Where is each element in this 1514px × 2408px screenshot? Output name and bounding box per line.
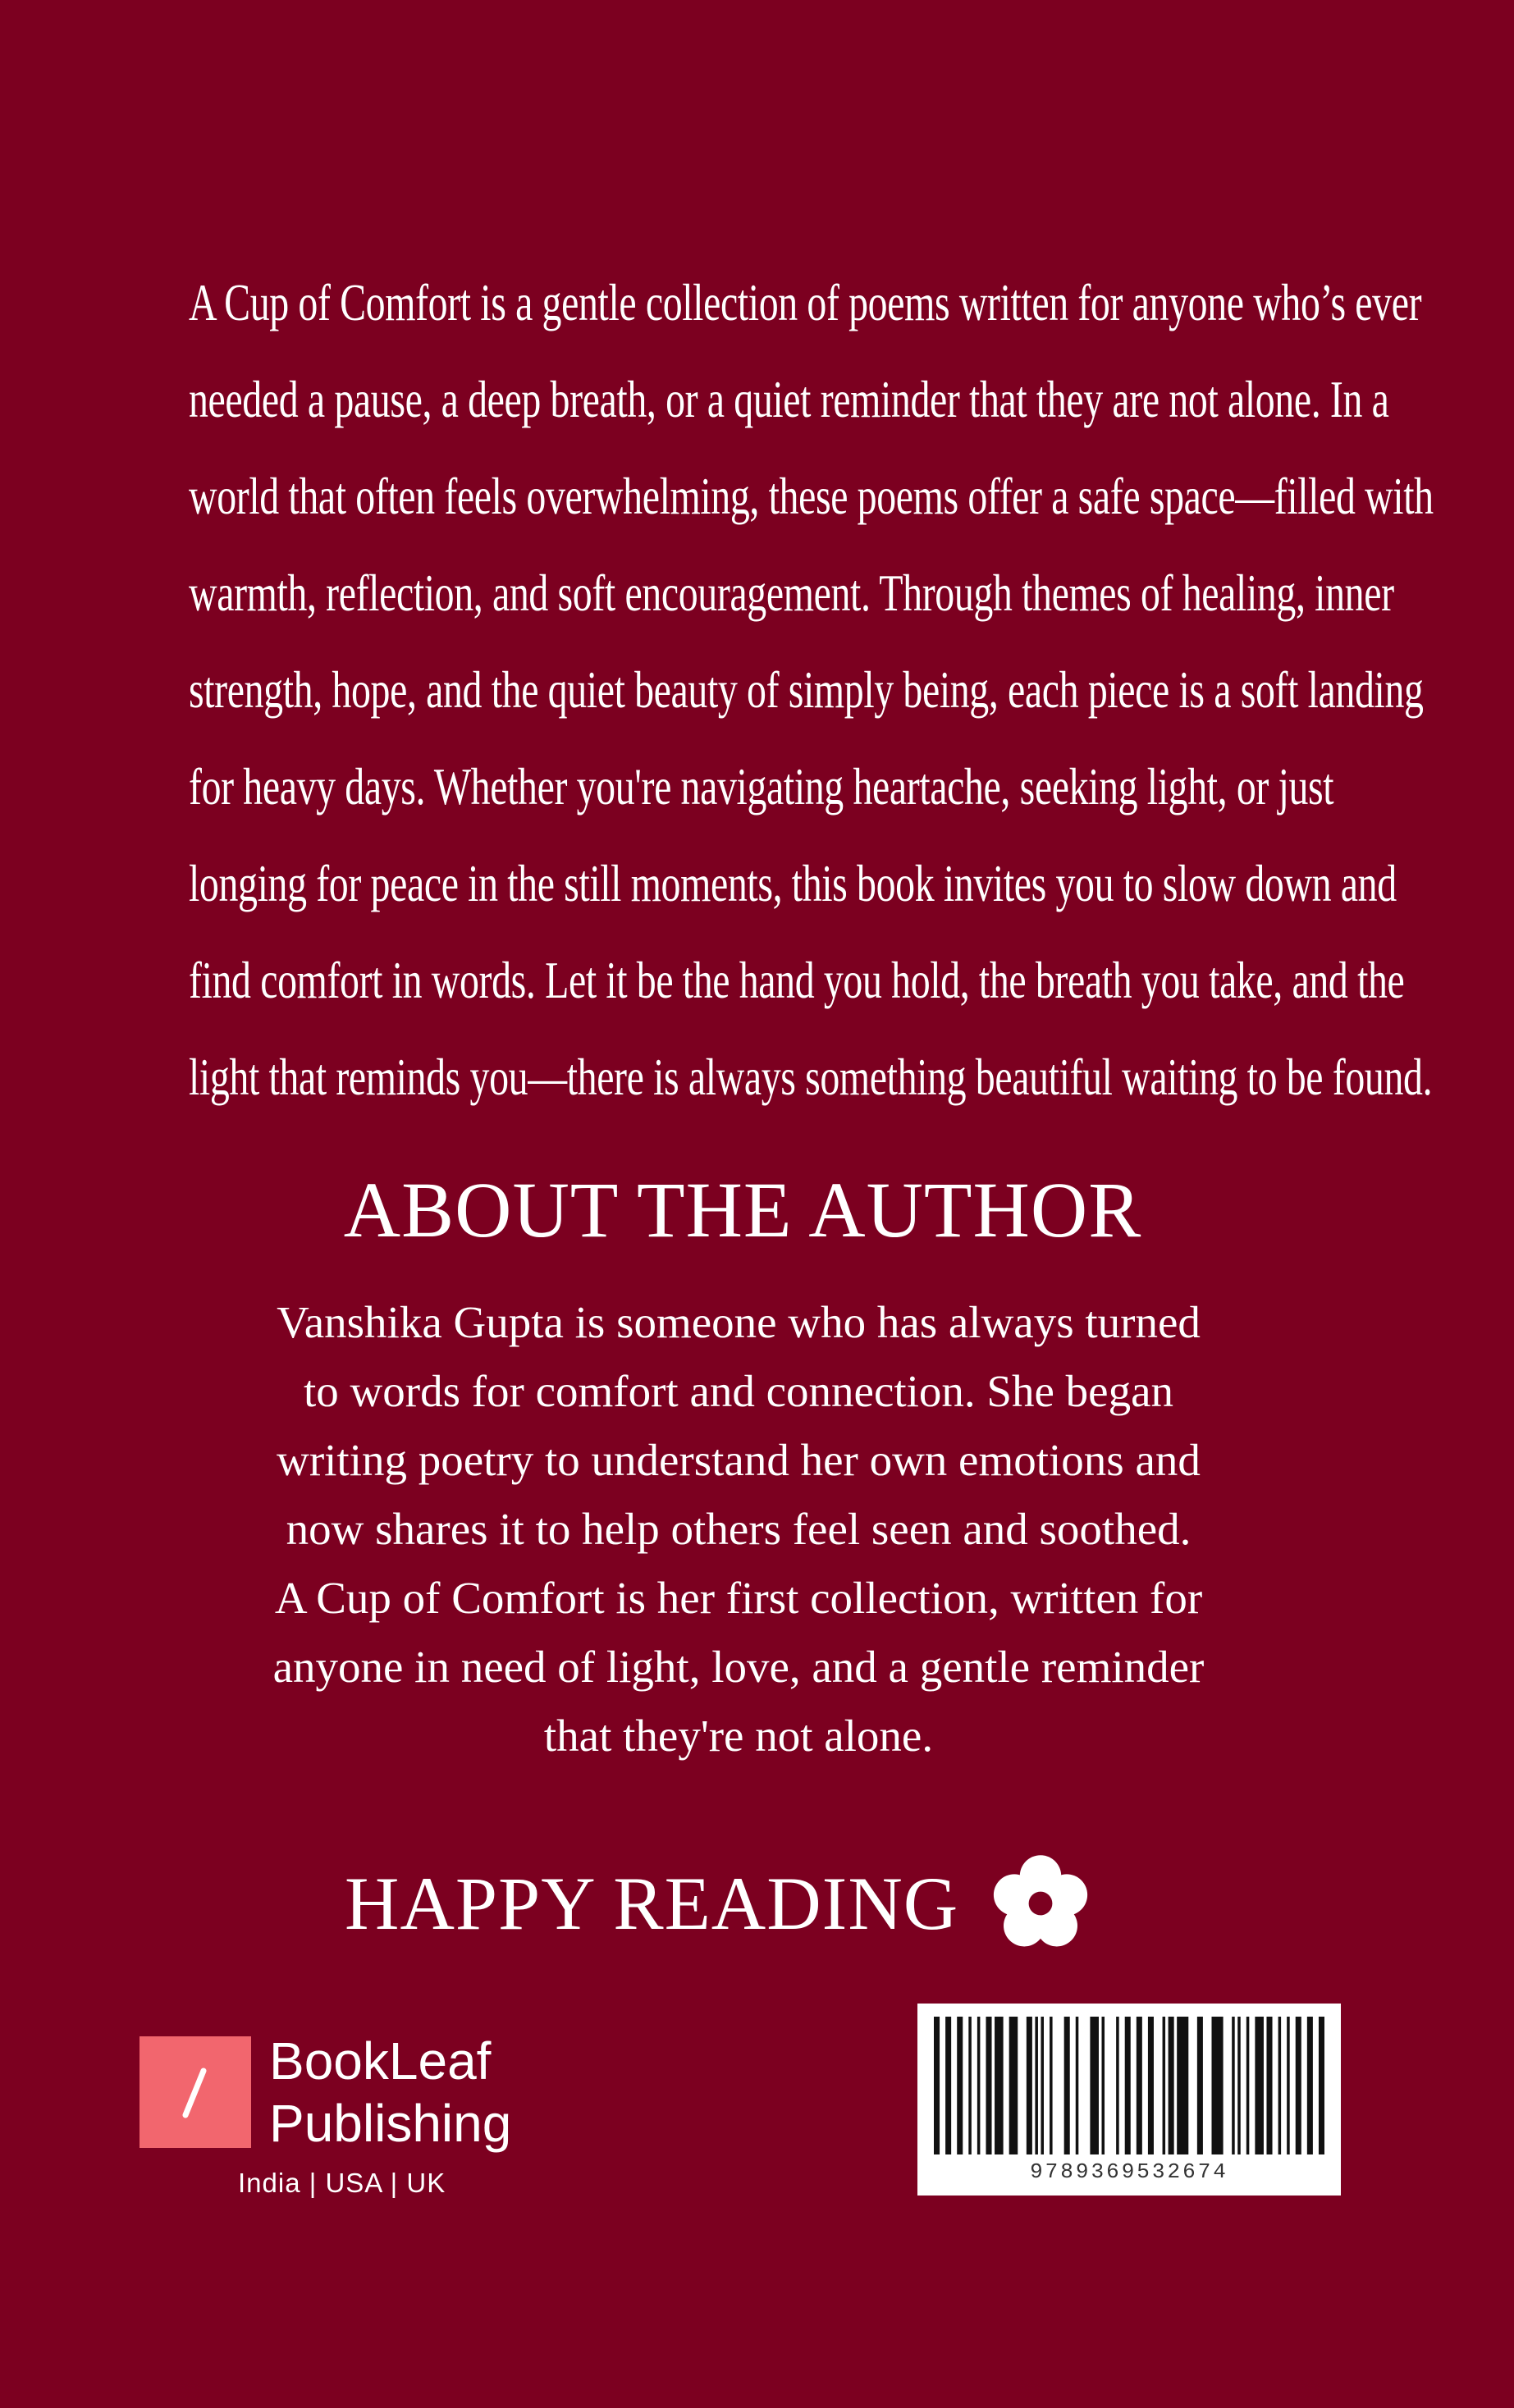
happy-reading xyxy=(345,1850,1090,1957)
publisher-name-line1: BookLeaf xyxy=(269,2031,492,2090)
description-line: longing for peace in the still moments, this book invites you to slow down and xyxy=(189,855,1397,912)
barcode-bar xyxy=(1296,2017,1301,2154)
barcode-bar xyxy=(1287,2017,1290,2154)
barcode-bar xyxy=(1009,2017,1018,2154)
barcode-bar xyxy=(1102,2017,1105,2154)
barcode-bar xyxy=(977,2017,981,2154)
bio-line: anyone in need of light, love, and a gentle reminder xyxy=(272,1642,1205,1692)
barcode-bar xyxy=(957,2017,963,2154)
description-line: A Cup of Comfort is a gentle collection of poems written for anyone who’s ever xyxy=(189,274,1422,331)
bio-line: to words for comfort and connection. She began xyxy=(304,1366,1173,1416)
barcode-bar xyxy=(1076,2017,1079,2154)
barcode-bar xyxy=(1211,2017,1223,2154)
description-line: strength, hope, and the quiet beauty of simply being, each piece is a soft landing xyxy=(189,661,1424,719)
description-line: light that reminds you—there is always something beautiful waiting to be found. xyxy=(189,1049,1433,1106)
barcode-bar xyxy=(1163,2017,1166,2154)
bio-line: writing poetry to understand her own emotions and xyxy=(277,1435,1201,1485)
barcode-bar xyxy=(1232,2017,1235,2154)
description-line: for heavy days. Whether you're navigating heartache, seeking light, or just xyxy=(189,758,1334,816)
barcode-bar xyxy=(1148,2017,1154,2154)
barcode-bar xyxy=(1307,2017,1313,2154)
barcode-bars xyxy=(934,2017,1324,2154)
barcode-bar xyxy=(1125,2017,1131,2154)
author-bio xyxy=(181,1288,1297,1771)
book-description xyxy=(189,254,1434,1126)
barcode-bar xyxy=(968,2017,972,2154)
description-line: needed a pause, a deep breath, or a quiet reminder that they are not alone. In a xyxy=(189,371,1389,428)
barcode-bar xyxy=(1090,2017,1099,2154)
barcode-bar xyxy=(1027,2017,1032,2154)
barcode-bar xyxy=(1266,2017,1272,2154)
barcode-bar xyxy=(1050,2017,1053,2154)
flower-icon xyxy=(991,1854,1090,1953)
publisher-name xyxy=(269,2030,511,2154)
bio-line: Vanshika Gupta is someone who has always turned xyxy=(277,1297,1201,1347)
slash-icon xyxy=(140,2036,251,2148)
about-author-heading: ABOUT THE AUTHOR xyxy=(343,1166,1142,1254)
barcode-bar xyxy=(1177,2017,1188,2154)
barcode-bar xyxy=(1246,2017,1250,2154)
isbn-number: 9789369532674 xyxy=(1030,2159,1228,2184)
publisher-mark xyxy=(140,2036,251,2148)
publisher-name-line2: Publishing xyxy=(269,2094,512,2153)
description-line: warmth, reflection, and soft encouragement. Through themes of healing, inner xyxy=(189,564,1394,622)
barcode-bar xyxy=(1137,2017,1142,2154)
isbn-barcode xyxy=(917,2004,1341,2196)
barcode-bar xyxy=(1278,2017,1282,2154)
barcode-bar xyxy=(1064,2017,1070,2154)
publisher-regions: India | USA | UK xyxy=(238,2168,446,2198)
bio-line: now shares it to help others feel seen and soothed. xyxy=(286,1504,1192,1554)
barcode-bar xyxy=(995,2017,1004,2154)
barcode-bar xyxy=(1255,2017,1264,2154)
barcode-bar xyxy=(1116,2017,1119,2154)
bio-line: that they're not alone. xyxy=(543,1711,934,1761)
barcode-bar xyxy=(945,2017,951,2154)
description-line: world that often feels overwhelming, these poems offer a safe space—filled with xyxy=(189,468,1434,525)
barcode-bar xyxy=(986,2017,991,2154)
description-line: find comfort in words. Let it be the hand you hold, the breath you take, and the xyxy=(189,952,1405,1009)
barcode-bar xyxy=(1035,2017,1038,2154)
barcode-bar xyxy=(1197,2017,1203,2154)
barcode-bar xyxy=(1319,2017,1324,2154)
barcode-bar xyxy=(1237,2017,1241,2154)
barcode-bar xyxy=(1041,2017,1044,2154)
happy-reading-text: HAPPY READING xyxy=(345,1862,959,1945)
barcode-bar xyxy=(1169,2017,1174,2154)
bio-line: A Cup of Comfort is her first collection, written for xyxy=(274,1573,1203,1623)
barcode-bar xyxy=(934,2017,940,2154)
